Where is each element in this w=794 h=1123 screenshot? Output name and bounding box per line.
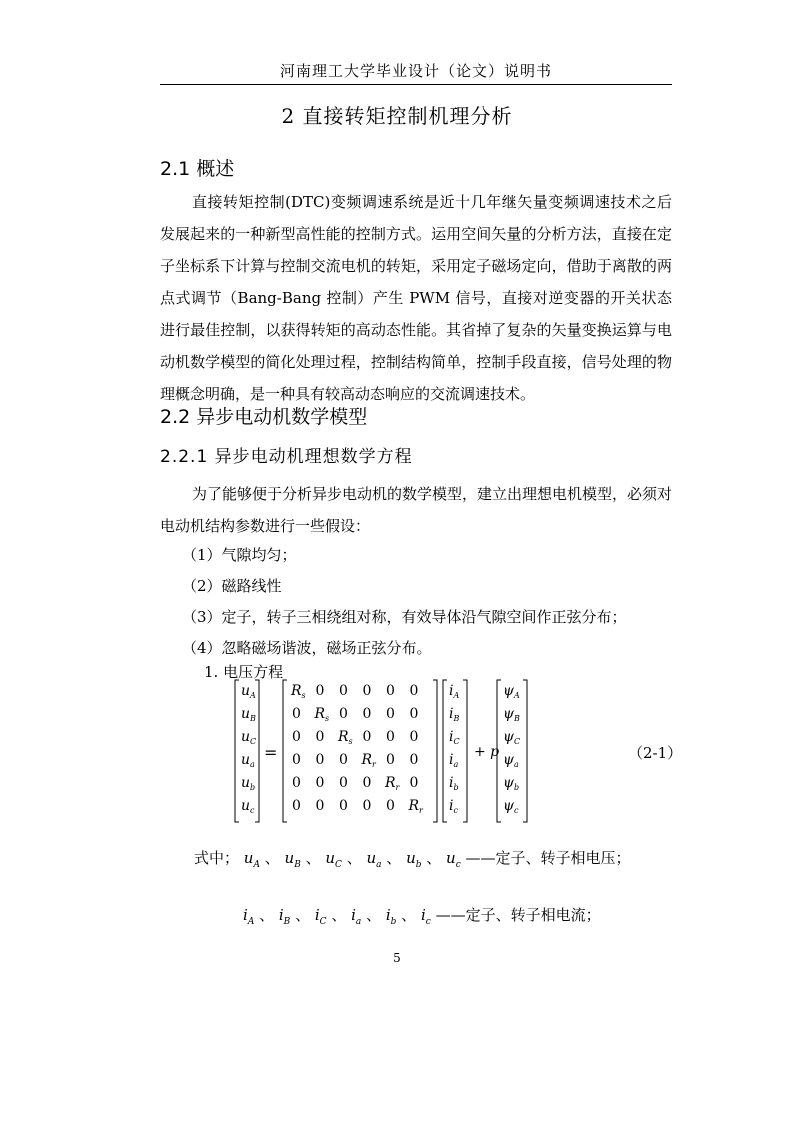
current-symbol: $i_C$ [449,729,460,746]
inline-symbol: $i_a$ [351,906,362,927]
current-symbol: $i_B$ [449,706,460,723]
zero-entry: 0 [339,752,348,768]
voltage-symbol: $u_c$ [241,798,255,815]
section-2-1-paragraph: 直接转矩控制(DTC)变频调速系统是近十几年继矢量变频调速技术之后发展起来的一种新型高性能的控制方式。运用空间矢量的分析方法，直接在定子坐标系下计算与控制交流电机的转矩，采用定子磁场定向，借助于离散的两点式调节（Bang-Bang 控制）产生 PWM 信号，直接对逆变器的开关状态进行最佳控制，以获得转矩的高动态性能。其省掉了复杂的矢量变换运算与电动机数学模型的简化处理过程，控制结构简单，控制手段直接，信号处理的物理概念明确，是一种具有较高动态响应的交流调速技术。 [160,193,672,403]
flux-symbol: $\psi_B$ [503,706,520,723]
inline-symbol: $i_A$ [243,906,255,927]
resistance-entry: $R_s$ [291,683,306,700]
voltage-symbol: $u_A$ [241,683,256,700]
where-prefix: 式中； [194,849,240,867]
zero-entry: 0 [386,683,395,699]
resistance-entry: $R_s$ [338,729,353,746]
zero-entry: 0 [362,706,372,722]
zero-entry: 0 [292,775,301,791]
resistance-entry: $R_r$ [385,775,400,792]
zero-entry: 0 [362,683,372,699]
assumption-item: （3）定子，转子三相绕组对称，有效导体沿气隙空间作正弦分布； [182,608,627,626]
zero-entry: 0 [409,752,419,768]
voltage-symbol: $u_b$ [241,775,256,792]
inline-symbol: $i_b$ [385,906,397,927]
operator-p: + p [474,744,500,760]
zero-entry: 0 [315,683,325,699]
section-2-2-heading: 2.2 异步电动机数学模型 [160,406,368,428]
voltage-symbol: $u_B$ [241,706,256,723]
zero-entry: 0 [362,729,372,745]
zero-entry: 0 [386,752,395,768]
inline-symbol: $u_c$ [446,849,461,870]
zero-entry: 0 [386,798,395,814]
zero-entry: 0 [292,706,301,722]
zero-entry: 0 [386,729,395,745]
assumption-item: （1）气隙均匀； [182,546,297,564]
flux-symbol: $\psi_c$ [503,798,519,815]
inline-symbol: $i_C$ [314,906,327,927]
flux-symbol: $\psi_A$ [503,683,520,700]
equation-label: 1. 电压方程 [204,663,284,681]
inline-symbol: $i_c$ [420,906,431,927]
inline-symbol: $u_a$ [366,849,382,870]
zero-entry: 0 [315,729,325,745]
zero-entry: 0 [339,683,348,699]
zero-entry: 0 [409,775,419,791]
voltage-symbol-list: $u_A$ 、 $u_B$ 、 $u_C$ 、 $u_a$ 、 $u_b$ 、 $u_c$ [243,849,461,870]
voltage-description: ——定子、转子相电压； [465,849,631,867]
equals-sign: = [264,743,278,762]
page-header: 河南理工大学毕业设计（论文）说明书 [279,62,552,80]
inline-symbol: $u_b$ [406,849,422,870]
page-number: 5 [393,951,401,965]
zero-entry: 0 [339,798,348,814]
zero-entry: 0 [339,775,348,791]
current-symbol: $i_b$ [449,775,459,792]
flux-symbol: $\psi_C$ [503,729,521,746]
chapter-title: 2 直接转矩控制机理分析 [281,104,513,128]
assumption-item: （4）忽略磁场谐波，磁场正弦分布。 [182,639,432,657]
zero-entry: 0 [315,775,325,791]
current-description: ——定子、转子相电流； [435,906,601,924]
where-current-line [243,904,601,927]
assumption-item: （2）磁路线性 [182,577,282,595]
inline-symbol: $u_C$ [325,849,342,870]
zero-entry: 0 [339,706,348,722]
resistance-entry: $R_s$ [314,706,330,723]
zero-entry: 0 [386,706,395,722]
flux-symbol: $\psi_b$ [503,775,520,792]
current-symbol: $i_a$ [449,752,459,769]
zero-entry: 0 [362,798,372,814]
zero-entry: 0 [315,798,325,814]
zero-entry: 0 [292,798,301,814]
equation-number: （2-1） [628,744,683,762]
voltage-symbol: $u_a$ [241,752,255,769]
inline-symbol: $u_A$ [243,849,260,870]
where-voltage-line [194,847,631,870]
current-symbol: $i_A$ [449,683,460,700]
current-symbol-list: $i_A$ 、 $i_B$ 、 $i_C$ 、 $i_a$ 、 $i_b$ 、 $i_c$ [243,906,431,927]
resistance-entry: $R_r$ [408,798,423,815]
section-2-2-1-heading: 2.2.1 异步电动机理想数学方程 [160,447,413,467]
inline-symbol: $u_B$ [284,849,301,870]
voltage-equation [225,678,555,826]
zero-entry: 0 [292,752,301,768]
voltage-symbol: $u_C$ [241,729,257,746]
flux-symbol: $\psi_a$ [503,752,519,769]
inline-symbol: $i_B$ [278,906,291,927]
zero-entry: 0 [409,729,419,745]
resistance-entry: $R_r$ [361,752,376,769]
section-2-1-heading: 2.1 概述 [160,158,235,180]
zero-entry: 0 [292,729,301,745]
zero-entry: 0 [362,775,372,791]
section-2-2-1-paragraph: 为了能够便于分析异步电动机的数学模型，建立出理想电机模型，必须对电动机结构参数进行一些假设： [160,485,673,535]
zero-entry: 0 [315,752,325,768]
zero-entry: 0 [409,683,419,699]
current-symbol: $i_c$ [449,798,458,815]
header-rule [160,84,672,85]
zero-entry: 0 [409,706,419,722]
